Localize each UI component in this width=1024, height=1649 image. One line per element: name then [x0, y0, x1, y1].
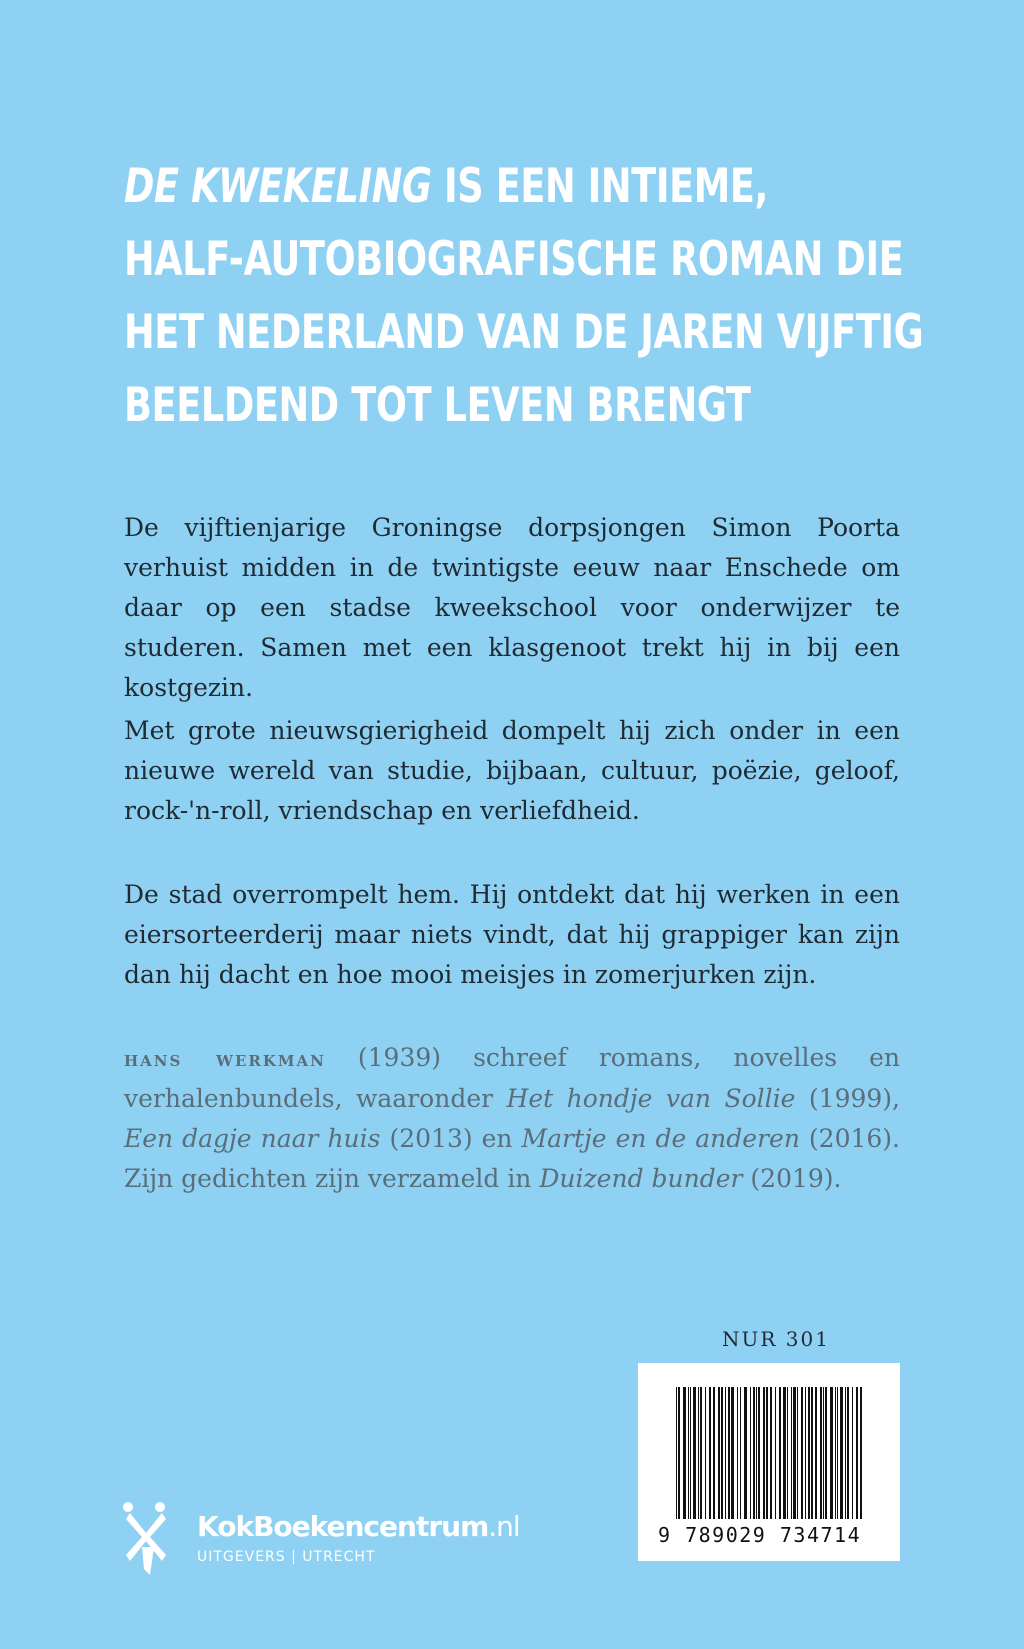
barcode-bar — [744, 1387, 747, 1519]
barcode-bar — [793, 1387, 796, 1519]
barcode-bar — [860, 1387, 862, 1519]
barcode-bar — [756, 1387, 757, 1519]
barcode-bar — [805, 1387, 806, 1519]
nur-code: NUR 301 — [722, 1327, 830, 1351]
author-bio: hans werkman (1939) schreef romans, novelles en verhalenbundels, waaronder Het hondje van Sollie (1999), Een dagje naar huis (2013) en Martje en de anderen (2016). Zijn gedichten zijn verzameld in Duizend bunder (2019). — [124, 1043, 901, 1193]
headline-line-3: HET NEDERLAND VAN DE JAREN VIJFTIG — [124, 305, 924, 360]
barcode-bar — [683, 1387, 686, 1519]
barcode-bar — [847, 1387, 849, 1519]
barcode-bar — [688, 1387, 689, 1519]
barcode-bar — [698, 1387, 699, 1519]
headline-line-4: BEELDEND TOT LEVEN BRENGT — [124, 378, 751, 433]
barcode-bar — [830, 1387, 833, 1519]
barcode-bar — [705, 1387, 706, 1519]
barcode-bar — [766, 1387, 768, 1519]
barcode-bar — [783, 1387, 786, 1519]
barcode-bar — [801, 1387, 803, 1519]
barcode-bar — [775, 1387, 776, 1519]
barcode-bar — [845, 1387, 846, 1519]
blurb-paragraph-1: De vijftienjarige Groningse dorpsjongen Simon Poorta verhuist midden in de twintigste eeuw naar Enschede om daar op een stadse kweekschool voor onderwijzer te studeren. Samen met een klasgenoot trekt hij in bij een kostgezin. — [124, 513, 900, 702]
barcode-bar — [787, 1387, 788, 1519]
barcode-bar — [721, 1387, 723, 1519]
barcode-bar — [731, 1387, 734, 1519]
publisher-logo-icon — [120, 1497, 172, 1577]
barcode-bar — [693, 1387, 696, 1519]
barcode-bar — [709, 1387, 711, 1519]
barcode-bar — [718, 1387, 720, 1519]
barcode-bar — [763, 1387, 765, 1519]
barcode-bar — [820, 1387, 822, 1519]
headline-title: DE KWEKELING — [124, 159, 432, 214]
barcode-bar — [856, 1387, 858, 1519]
barcode-bar — [770, 1387, 772, 1519]
barcode — [638, 1363, 900, 1561]
barcode-bar — [825, 1387, 827, 1519]
book-title: Een dagje naar huis — [124, 1124, 381, 1153]
barcode-bar — [815, 1387, 817, 1519]
barcode-bar — [811, 1387, 813, 1519]
barcode-bar — [690, 1387, 691, 1519]
book-title: Martje en de anderen — [521, 1124, 800, 1153]
book-title: Duizend bunder — [539, 1164, 743, 1193]
barcode-bar — [753, 1387, 755, 1519]
book-title: Het hondje van Sollie — [506, 1084, 796, 1113]
barcode-bar — [837, 1387, 838, 1519]
barcode-bar — [700, 1387, 702, 1519]
headline — [124, 150, 982, 442]
author-name: hans werkman — [124, 1046, 326, 1072]
blurb-paragraph-2: Met grote nieuwsgierigheid dompelt hij zich onder in een nieuwe wereld van studie, bijbaan, cultuur, poëzie, geloof, rock-'n-roll, vriendschap en verliefdheid. — [124, 716, 900, 825]
barcode-bar — [840, 1387, 843, 1519]
barcode-bar — [779, 1387, 781, 1519]
barcode-bar — [740, 1387, 741, 1519]
barcode-bar — [808, 1387, 810, 1519]
isbn-number: 9 789029 734714 — [658, 1523, 862, 1547]
headline-line-2: HALF-AUTOBIOGRAFISCHE ROMAN DIE — [124, 232, 904, 287]
barcode-bar — [725, 1387, 726, 1519]
headline-line-1: DE KWEKELING IS EEN INTIEME, — [124, 159, 769, 214]
barcode-bar — [852, 1387, 853, 1519]
barcode-bar — [728, 1387, 730, 1519]
barcode-bar — [791, 1387, 792, 1519]
barcode-bar — [676, 1387, 677, 1519]
barcode-bar — [797, 1387, 798, 1519]
barcode-bar — [758, 1387, 760, 1519]
barcode-bars — [676, 1387, 866, 1519]
barcode-bar — [737, 1387, 738, 1519]
barcode-bar — [823, 1387, 824, 1519]
publisher-name: KokBoekencentrum.nl — [197, 1510, 520, 1543]
barcode-bar — [678, 1387, 680, 1519]
barcode-bar — [835, 1387, 836, 1519]
publisher-subtitle: UITGEVERS | UTRECHT — [197, 1549, 376, 1565]
blurb-paragraph-3: De stad overrompelt hem. Hij ontdekt dat hij werken in een eiersorteerderij maar niets vindt, dat hij grappiger kan zijn dan hij dacht en hoe mooi meisjes in zomerjurken zijn. — [124, 880, 900, 989]
barcode-bar — [750, 1387, 751, 1519]
barcode-bar — [713, 1387, 715, 1519]
